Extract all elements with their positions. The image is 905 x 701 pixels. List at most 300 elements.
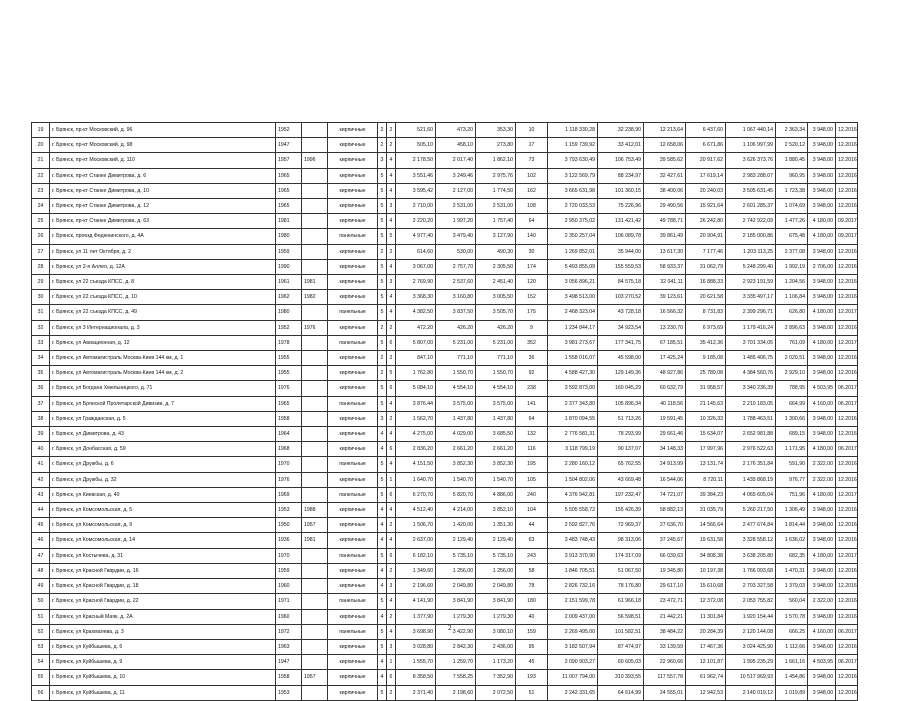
residential-area-cell: 4 554,10 <box>476 381 516 396</box>
cost-local-cell: 7 177,46 <box>686 244 726 259</box>
cost-per-sqm-cell: 1 171,95 <box>776 442 808 457</box>
max-cost-per-sqm-cell: 2 706,00 <box>808 259 836 274</box>
table-row <box>32 183 858 198</box>
residents-cell: 141 <box>516 396 548 411</box>
row-number-cell: 28 <box>32 259 50 274</box>
year-reconstructed-cell <box>302 563 328 578</box>
wall-material-cell: кирпичные <box>328 411 378 426</box>
max-cost-per-sqm-cell: 3 948,00 <box>808 290 836 305</box>
max-cost-per-sqm-cell: 4 503,95 <box>808 381 836 396</box>
cost-owners-cell: 2 976 522,63 <box>726 442 776 457</box>
entrances-cell: 3 <box>387 579 396 594</box>
wall-material-cell: кирпичные <box>328 275 378 290</box>
living-area-cell: 4 554,10 <box>436 381 476 396</box>
cost-per-sqm-cell: 2 929,10 <box>776 366 808 381</box>
living-area-cell: 2 531,00 <box>436 199 476 214</box>
entrances-cell: 1 <box>387 472 396 487</box>
max-cost-per-sqm-cell: 3 948,00 <box>808 275 836 290</box>
address-cell: г. Брянск, ул 22 съезда КПСС, д. 49 <box>50 305 276 320</box>
max-cost-per-sqm-cell: 3 948,00 <box>808 366 836 381</box>
table-row <box>32 305 858 320</box>
address-cell: г. Брянск, ул 3 Интернационала, д. 3 <box>50 320 276 335</box>
total-cost-cell: 2 468 323,04 <box>548 305 598 320</box>
year-built-cell: 1961 <box>276 275 302 290</box>
total-cost-cell: 3 122 569,79 <box>548 168 598 183</box>
year-reconstructed-cell: 1988 <box>302 503 328 518</box>
table-row <box>32 655 858 670</box>
completion-date-cell: 12.2017 <box>836 335 858 350</box>
cost-per-sqm-cell: 1 636,02 <box>776 533 808 548</box>
cost-local-cell: 61 962,74 <box>686 670 726 685</box>
max-cost-per-sqm-cell: 4 180,00 <box>808 214 836 229</box>
floors-cell: 5 <box>378 199 387 214</box>
wall-material-cell: кирпичные <box>328 503 378 518</box>
wall-material-cell: кирпичные <box>328 609 378 624</box>
row-number-cell: 35 <box>32 366 50 381</box>
row-number-cell: 30 <box>32 290 50 305</box>
row-number-cell: 53 <box>32 639 50 654</box>
cost-regional-cell: 39 123,61 <box>644 290 686 305</box>
wall-material-cell: панельные <box>328 594 378 609</box>
residential-area-cell: 3 575,00 <box>476 396 516 411</box>
floors-cell: 5 <box>378 472 387 487</box>
total-cost-cell: 3 483 748,43 <box>548 533 598 548</box>
year-reconstructed-cell <box>302 548 328 563</box>
year-built-cell: 1969 <box>276 487 302 502</box>
cost-fund-cell: 174 317,09 <box>598 548 644 563</box>
cost-per-sqm-cell: 666,25 <box>776 624 808 639</box>
cost-local-cell: 20 284,39 <box>686 624 726 639</box>
row-number-cell: 22 <box>32 168 50 183</box>
floors-cell: 5 <box>378 305 387 320</box>
max-cost-per-sqm-cell: 3 948,00 <box>808 138 836 153</box>
entrances-cell: 4 <box>387 168 396 183</box>
cost-fund-cell: 75 226,96 <box>598 199 644 214</box>
max-cost-per-sqm-cell: 3 948,00 <box>808 183 836 198</box>
year-reconstructed-cell: 1981 <box>302 275 328 290</box>
cost-fund-cell: 129 149,36 <box>598 366 644 381</box>
living-area-cell: 5 735,10 <box>436 548 476 563</box>
total-cost-cell: 5 493 855,09 <box>548 259 598 274</box>
living-area-cell: 5 231,00 <box>436 335 476 350</box>
completion-date-cell: 12.2016 <box>836 427 858 442</box>
row-number-cell: 29 <box>32 275 50 290</box>
cost-fund-cell: 131 421,42 <box>598 214 644 229</box>
row-number-cell: 42 <box>32 472 50 487</box>
year-reconstructed-cell: 1957 <box>302 670 328 685</box>
row-number-cell: 52 <box>32 624 50 639</box>
year-reconstructed-cell <box>302 335 328 350</box>
cost-per-sqm-cell: 1 300,66 <box>776 411 808 426</box>
entrances-cell: 2 <box>387 685 396 700</box>
cost-fund-cell: 45 598,00 <box>598 351 644 366</box>
cost-per-sqm-cell: 1 019,89 <box>776 685 808 700</box>
cost-fund-cell: 105 896,34 <box>598 396 644 411</box>
max-cost-per-sqm-cell: 3 948,00 <box>808 168 836 183</box>
year-reconstructed-cell <box>302 183 328 198</box>
year-built-cell: 1958 <box>276 670 302 685</box>
cost-owners-cell: 2 053 755,82 <box>726 594 776 609</box>
row-number-cell: 27 <box>32 244 50 259</box>
year-built-cell: 1965 <box>276 396 302 411</box>
cost-fund-cell: 88 234,97 <box>598 168 644 183</box>
year-reconstructed-cell <box>302 366 328 381</box>
completion-date-cell: 12.2016 <box>836 244 858 259</box>
living-area-cell: 458,10 <box>436 138 476 153</box>
residents-cell: 78 <box>516 579 548 594</box>
address-cell: г. Брянск, проезд Федюнинского, д. 4А <box>50 229 276 244</box>
residential-area-cell: 3 852,10 <box>476 503 516 518</box>
address-cell: г. Брянск, ул Автомагистраль Москва-Киев 144 км, д. 2 <box>50 366 276 381</box>
row-number-cell: 44 <box>32 503 50 518</box>
wall-material-cell: панельные <box>328 229 378 244</box>
total-area-cell: 2 710,00 <box>396 199 436 214</box>
table-row <box>32 168 858 183</box>
total-area-cell: 1 562,70 <box>396 411 436 426</box>
cost-owners-cell: 3 701 334,05 <box>726 335 776 350</box>
cost-owners-cell: 1 485 406,75 <box>726 351 776 366</box>
year-reconstructed-cell <box>302 411 328 426</box>
cost-fund-cell: 310 393,55 <box>598 670 644 685</box>
year-reconstructed-cell <box>302 123 328 138</box>
total-area-cell: 472,20 <box>396 320 436 335</box>
year-built-cell: 1958 <box>276 411 302 426</box>
residential-area-cell: 3 841,90 <box>476 594 516 609</box>
residential-area-cell: 3 080,10 <box>476 624 516 639</box>
table-row <box>32 579 858 594</box>
total-cost-cell: 2 350 257,04 <box>548 229 598 244</box>
wall-material-cell: кирпичные <box>328 168 378 183</box>
row-number-cell: 50 <box>32 594 50 609</box>
max-cost-per-sqm-cell: 2 322,00 <box>808 472 836 487</box>
cost-fund-cell: 78 293,99 <box>598 427 644 442</box>
cost-fund-cell: 90 137,07 <box>598 442 644 457</box>
year-reconstructed-cell <box>302 594 328 609</box>
cost-local-cell: 35 412,36 <box>686 335 726 350</box>
address-cell: г. Брянск, ул Дружбы, д. 32 <box>50 472 276 487</box>
entrances-cell: 4 <box>387 305 396 320</box>
wall-material-cell: кирпичные <box>328 259 378 274</box>
address-cell: г. Брянск, ул Автомагистраль Москва-Киев 144 км, д. 1 <box>50 351 276 366</box>
cost-fund-cell: 34 923,54 <box>598 320 644 335</box>
max-cost-per-sqm-cell: 4 503,95 <box>808 655 836 670</box>
cost-local-cell: 20 917,62 <box>686 153 726 168</box>
floors-cell: 3 <box>378 153 387 168</box>
address-cell: г. Брянск, ул Куйбышева, д. 9 <box>50 655 276 670</box>
cost-local-cell: 6 437,60 <box>686 123 726 138</box>
max-cost-per-sqm-cell: 3 948,00 <box>808 411 836 426</box>
cost-regional-cell: 13 617,30 <box>644 244 686 259</box>
total-area-cell: 3 698,90 <box>396 624 436 639</box>
residents-cell: 240 <box>516 487 548 502</box>
total-area-cell: 4 141,90 <box>396 594 436 609</box>
total-area-cell: 4 382,50 <box>396 305 436 320</box>
year-reconstructed-cell: 1996 <box>302 153 328 168</box>
cost-regional-cell: 24 913,99 <box>644 457 686 472</box>
residential-area-cell: 1 550,70 <box>476 366 516 381</box>
floors-cell: 5 <box>378 487 387 502</box>
cost-local-cell: 25 789,08 <box>686 366 726 381</box>
address-cell: г. Брянск, пр-кт Станке Димитрова, д. 10 <box>50 183 276 198</box>
completion-date-cell: 12.2016 <box>836 275 858 290</box>
address-cell: г. Брянск, пр-кт Станке Димитрова, д. 6 <box>50 168 276 183</box>
cost-local-cell: 8 731,83 <box>686 305 726 320</box>
cost-owners-cell: 3 626 373,76 <box>726 153 776 168</box>
residential-area-cell: 1 757,40 <box>476 214 516 229</box>
wall-material-cell: кирпичные <box>328 685 378 700</box>
living-area-cell: 3 160,80 <box>436 290 476 305</box>
entrances-cell: 4 <box>387 214 396 229</box>
living-area-cell: 2 757,70 <box>436 259 476 274</box>
floors-cell: 2 <box>378 244 387 259</box>
cost-regional-cell: 39 585,62 <box>644 153 686 168</box>
residents-cell: 175 <box>516 305 548 320</box>
address-cell: г. Брянск, пр-кт Станке Димитрова, д. 12 <box>50 199 276 214</box>
year-built-cell: 1959 <box>276 563 302 578</box>
cost-per-sqm-cell: 1 112,66 <box>776 639 808 654</box>
floors-cell: 3 <box>378 411 387 426</box>
row-number-cell: 56 <box>32 685 50 700</box>
cost-local-cell: 26 242,80 <box>686 214 726 229</box>
residents-cell: 51 <box>516 685 548 700</box>
living-area-cell: 2 049,80 <box>436 579 476 594</box>
table-row <box>32 609 858 624</box>
year-reconstructed-cell <box>302 229 328 244</box>
entrances-cell: 1 <box>387 655 396 670</box>
year-built-cell: 1950 <box>276 518 302 533</box>
cost-per-sqm-cell: 976,77 <box>776 472 808 487</box>
cost-owners-cell: 3 505 631,45 <box>726 183 776 198</box>
table-row <box>32 214 858 229</box>
table-row <box>32 670 858 685</box>
cost-owners-cell: 1 106 997,99 <box>726 138 776 153</box>
residential-area-cell: 2 975,76 <box>476 168 516 183</box>
floors-cell: 5 <box>378 290 387 305</box>
cost-regional-cell: 48 927,86 <box>644 366 686 381</box>
completion-date-cell: 12.2016 <box>836 579 858 594</box>
cost-per-sqm-cell: 751,96 <box>776 487 808 502</box>
row-number-cell: 55 <box>32 670 50 685</box>
residential-area-cell: 273,80 <box>476 138 516 153</box>
cost-fund-cell: 32 238,90 <box>598 123 644 138</box>
cost-per-sqm-cell: 2 896,63 <box>776 320 808 335</box>
floors-cell: 2 <box>378 366 387 381</box>
row-number-cell: 40 <box>32 442 50 457</box>
year-reconstructed-cell <box>302 639 328 654</box>
address-cell: г. Брянск, ул Брянской Пролетарской Дивизии, д. 7 <box>50 396 276 411</box>
completion-date-cell: 12.2016 <box>836 685 858 700</box>
residents-cell: 108 <box>516 199 548 214</box>
year-built-cell: 1952 <box>276 123 302 138</box>
row-number-cell: 26 <box>32 229 50 244</box>
wall-material-cell: кирпичные <box>328 199 378 214</box>
cost-fund-cell: 106 089,78 <box>598 229 644 244</box>
cost-regional-cell: 32 427,61 <box>644 168 686 183</box>
row-number-cell: 24 <box>32 199 50 214</box>
row-number-cell: 32 <box>32 320 50 335</box>
entrances-cell: 5 <box>387 229 396 244</box>
year-built-cell: 1976 <box>276 472 302 487</box>
max-cost-per-sqm-cell: 3 948,00 <box>808 670 836 685</box>
cost-regional-cell: 74 721,07 <box>644 487 686 502</box>
residential-area-cell: 5 231,00 <box>476 335 516 350</box>
floors-cell: 2 <box>378 123 387 138</box>
residents-cell: 45 <box>516 655 548 670</box>
year-reconstructed-cell <box>302 472 328 487</box>
completion-date-cell: 12.2016 <box>836 472 858 487</box>
living-area-cell: 1 256,00 <box>436 563 476 578</box>
table-row <box>32 381 858 396</box>
wall-material-cell: панельные <box>328 548 378 563</box>
cost-regional-cell: 13 230,70 <box>644 320 686 335</box>
cost-local-cell: 15 610,68 <box>686 579 726 594</box>
residents-cell: 104 <box>516 503 548 518</box>
cost-fund-cell: 101 360,15 <box>598 183 644 198</box>
residential-area-cell: 3 685,50 <box>476 427 516 442</box>
year-built-cell: 1990 <box>276 259 302 274</box>
floors-cell: 2 <box>378 351 387 366</box>
floors-cell: 4 <box>378 533 387 548</box>
cost-local-cell: 39 384,23 <box>686 487 726 502</box>
table-row <box>32 396 858 411</box>
entrances-cell: 6 <box>387 548 396 563</box>
entrances-cell: 2 <box>387 320 396 335</box>
residents-cell: 9 <box>516 320 548 335</box>
year-reconstructed-cell <box>302 655 328 670</box>
cost-owners-cell: 1 203 113,25 <box>726 244 776 259</box>
cost-per-sqm-cell: 1 661,16 <box>776 655 808 670</box>
table-body <box>32 123 858 701</box>
living-area-cell: 473,20 <box>436 123 476 138</box>
address-cell: г. Брянск, ул Крахмалева, д. 3 <box>50 624 276 639</box>
total-cost-cell: 1 558 016,07 <box>548 351 598 366</box>
cost-fund-cell: 64 614,99 <box>598 685 644 700</box>
entrances-cell: 4 <box>387 503 396 518</box>
living-area-cell: 2 842,30 <box>436 639 476 654</box>
address-cell: г. Брянск, пр-кт Московский, д. 96 <box>50 123 276 138</box>
address-cell: г. Брянск, ул Богдана Хмельницкого, д. 71 <box>50 381 276 396</box>
cost-local-cell: 10 197,38 <box>686 563 726 578</box>
total-cost-cell: 11 007 794,00 <box>548 670 598 685</box>
total-area-cell: 521,60 <box>396 123 436 138</box>
total-area-cell: 5 807,00 <box>396 335 436 350</box>
floors-cell: 5 <box>378 214 387 229</box>
cost-per-sqm-cell: 2 520,12 <box>776 138 808 153</box>
entrances-cell: 2 <box>387 123 396 138</box>
residents-cell: 17 <box>516 138 548 153</box>
cost-per-sqm-cell: 560,04 <box>776 594 808 609</box>
cost-regional-cell: 12 213,64 <box>644 123 686 138</box>
residents-cell: 92 <box>516 366 548 381</box>
residents-cell: 193 <box>516 670 548 685</box>
entrances-cell: 4 <box>387 457 396 472</box>
living-area-cell: 4 214,00 <box>436 503 476 518</box>
wall-material-cell: кирпичные <box>328 579 378 594</box>
row-number-cell: 43 <box>32 487 50 502</box>
year-reconstructed-cell <box>302 685 328 700</box>
total-area-cell: 3 876,44 <box>396 396 436 411</box>
living-area-cell: 5 820,70 <box>436 487 476 502</box>
cost-fund-cell: 72 969,37 <box>598 518 644 533</box>
cost-per-sqm-cell: 682,35 <box>776 548 808 563</box>
floors-cell: 5 <box>378 259 387 274</box>
total-cost-cell: 1 846 705,51 <box>548 563 598 578</box>
floors-cell: 5 <box>378 624 387 639</box>
total-area-cell: 2 637,00 <box>396 533 436 548</box>
floors-cell: 5 <box>378 275 387 290</box>
residents-cell: 243 <box>516 548 548 563</box>
year-built-cell: 1965 <box>276 168 302 183</box>
cost-owners-cell: 4 065 605,04 <box>726 487 776 502</box>
completion-date-cell: 12.2016 <box>836 290 858 305</box>
living-area-cell: 1 997,20 <box>436 214 476 229</box>
cost-fund-cell: 51 067,50 <box>598 563 644 578</box>
entrances-cell: 6 <box>387 487 396 502</box>
year-built-cell: 1976 <box>276 381 302 396</box>
cost-owners-cell: 3 638 205,80 <box>726 548 776 563</box>
cost-regional-cell: 21 442,21 <box>644 609 686 624</box>
cost-local-cell: 12 372,08 <box>686 594 726 609</box>
total-cost-cell: 2 377 343,80 <box>548 396 598 411</box>
cost-fund-cell: 101 582,51 <box>598 624 644 639</box>
residential-area-cell: 2 451,40 <box>476 275 516 290</box>
cost-owners-cell: 1 435 868,19 <box>726 472 776 487</box>
year-reconstructed-cell <box>302 351 328 366</box>
completion-date-cell: 12.2016 <box>836 639 858 654</box>
entrances-cell: 2 <box>387 244 396 259</box>
address-cell: г. Брянск, ул Красной Гвардии, д. 18 <box>50 579 276 594</box>
completion-date-cell: 12.2016 <box>836 259 858 274</box>
cost-fund-cell: 43 669,48 <box>598 472 644 487</box>
total-cost-cell: 2 280 160,12 <box>548 457 598 472</box>
total-cost-cell: 4 376 942,81 <box>548 487 598 502</box>
cost-owners-cell: 1 995 235,29 <box>726 655 776 670</box>
completion-date-cell: 12.2016 <box>836 168 858 183</box>
entrances-cell: 4 <box>387 427 396 442</box>
wall-material-cell: кирпичные <box>328 366 378 381</box>
total-cost-cell: 1 269 852,01 <box>548 244 598 259</box>
year-reconstructed-cell <box>302 579 328 594</box>
cost-fund-cell: 56 598,51 <box>598 609 644 624</box>
cost-fund-cell: 60 605,03 <box>598 655 644 670</box>
address-cell: г. Брянск, ул Дружбы, д. 6 <box>50 457 276 472</box>
cost-regional-cell: 49 788,71 <box>644 214 686 229</box>
cost-regional-cell: 29 617,10 <box>644 579 686 594</box>
total-cost-cell: 1 234 844,17 <box>548 320 598 335</box>
max-cost-per-sqm-cell: 3 948,00 <box>808 609 836 624</box>
table-row <box>32 290 858 305</box>
cost-regional-cell: 23 472,71 <box>644 594 686 609</box>
living-area-cell: 3 841,90 <box>436 594 476 609</box>
address-cell: г. Брянск, ул Комсомольская, д. 5 <box>50 503 276 518</box>
total-cost-cell: 3 665 631,98 <box>548 183 598 198</box>
year-reconstructed-cell <box>302 259 328 274</box>
cost-local-cell: 34 808,38 <box>686 548 726 563</box>
cost-regional-cell: 117 557,78 <box>644 670 686 685</box>
cost-local-cell: 9 185,08 <box>686 351 726 366</box>
residents-cell: 180 <box>516 594 548 609</box>
cost-regional-cell: 58 933,37 <box>644 259 686 274</box>
entrances-cell: 4 <box>387 594 396 609</box>
cost-owners-cell: 3 340 236,39 <box>726 381 776 396</box>
total-area-cell: 3 067,00 <box>396 259 436 274</box>
entrances-cell: 3 <box>387 275 396 290</box>
address-cell: г. Брянск, ул Авиационная, д. 12 <box>50 335 276 350</box>
cost-owners-cell: 2 176 351,84 <box>726 457 776 472</box>
cost-regional-cell: 39 861,49 <box>644 229 686 244</box>
cost-per-sqm-cell: 960,95 <box>776 168 808 183</box>
address-cell: г. Брянск, ул Комсомольская, д. 9 <box>50 518 276 533</box>
